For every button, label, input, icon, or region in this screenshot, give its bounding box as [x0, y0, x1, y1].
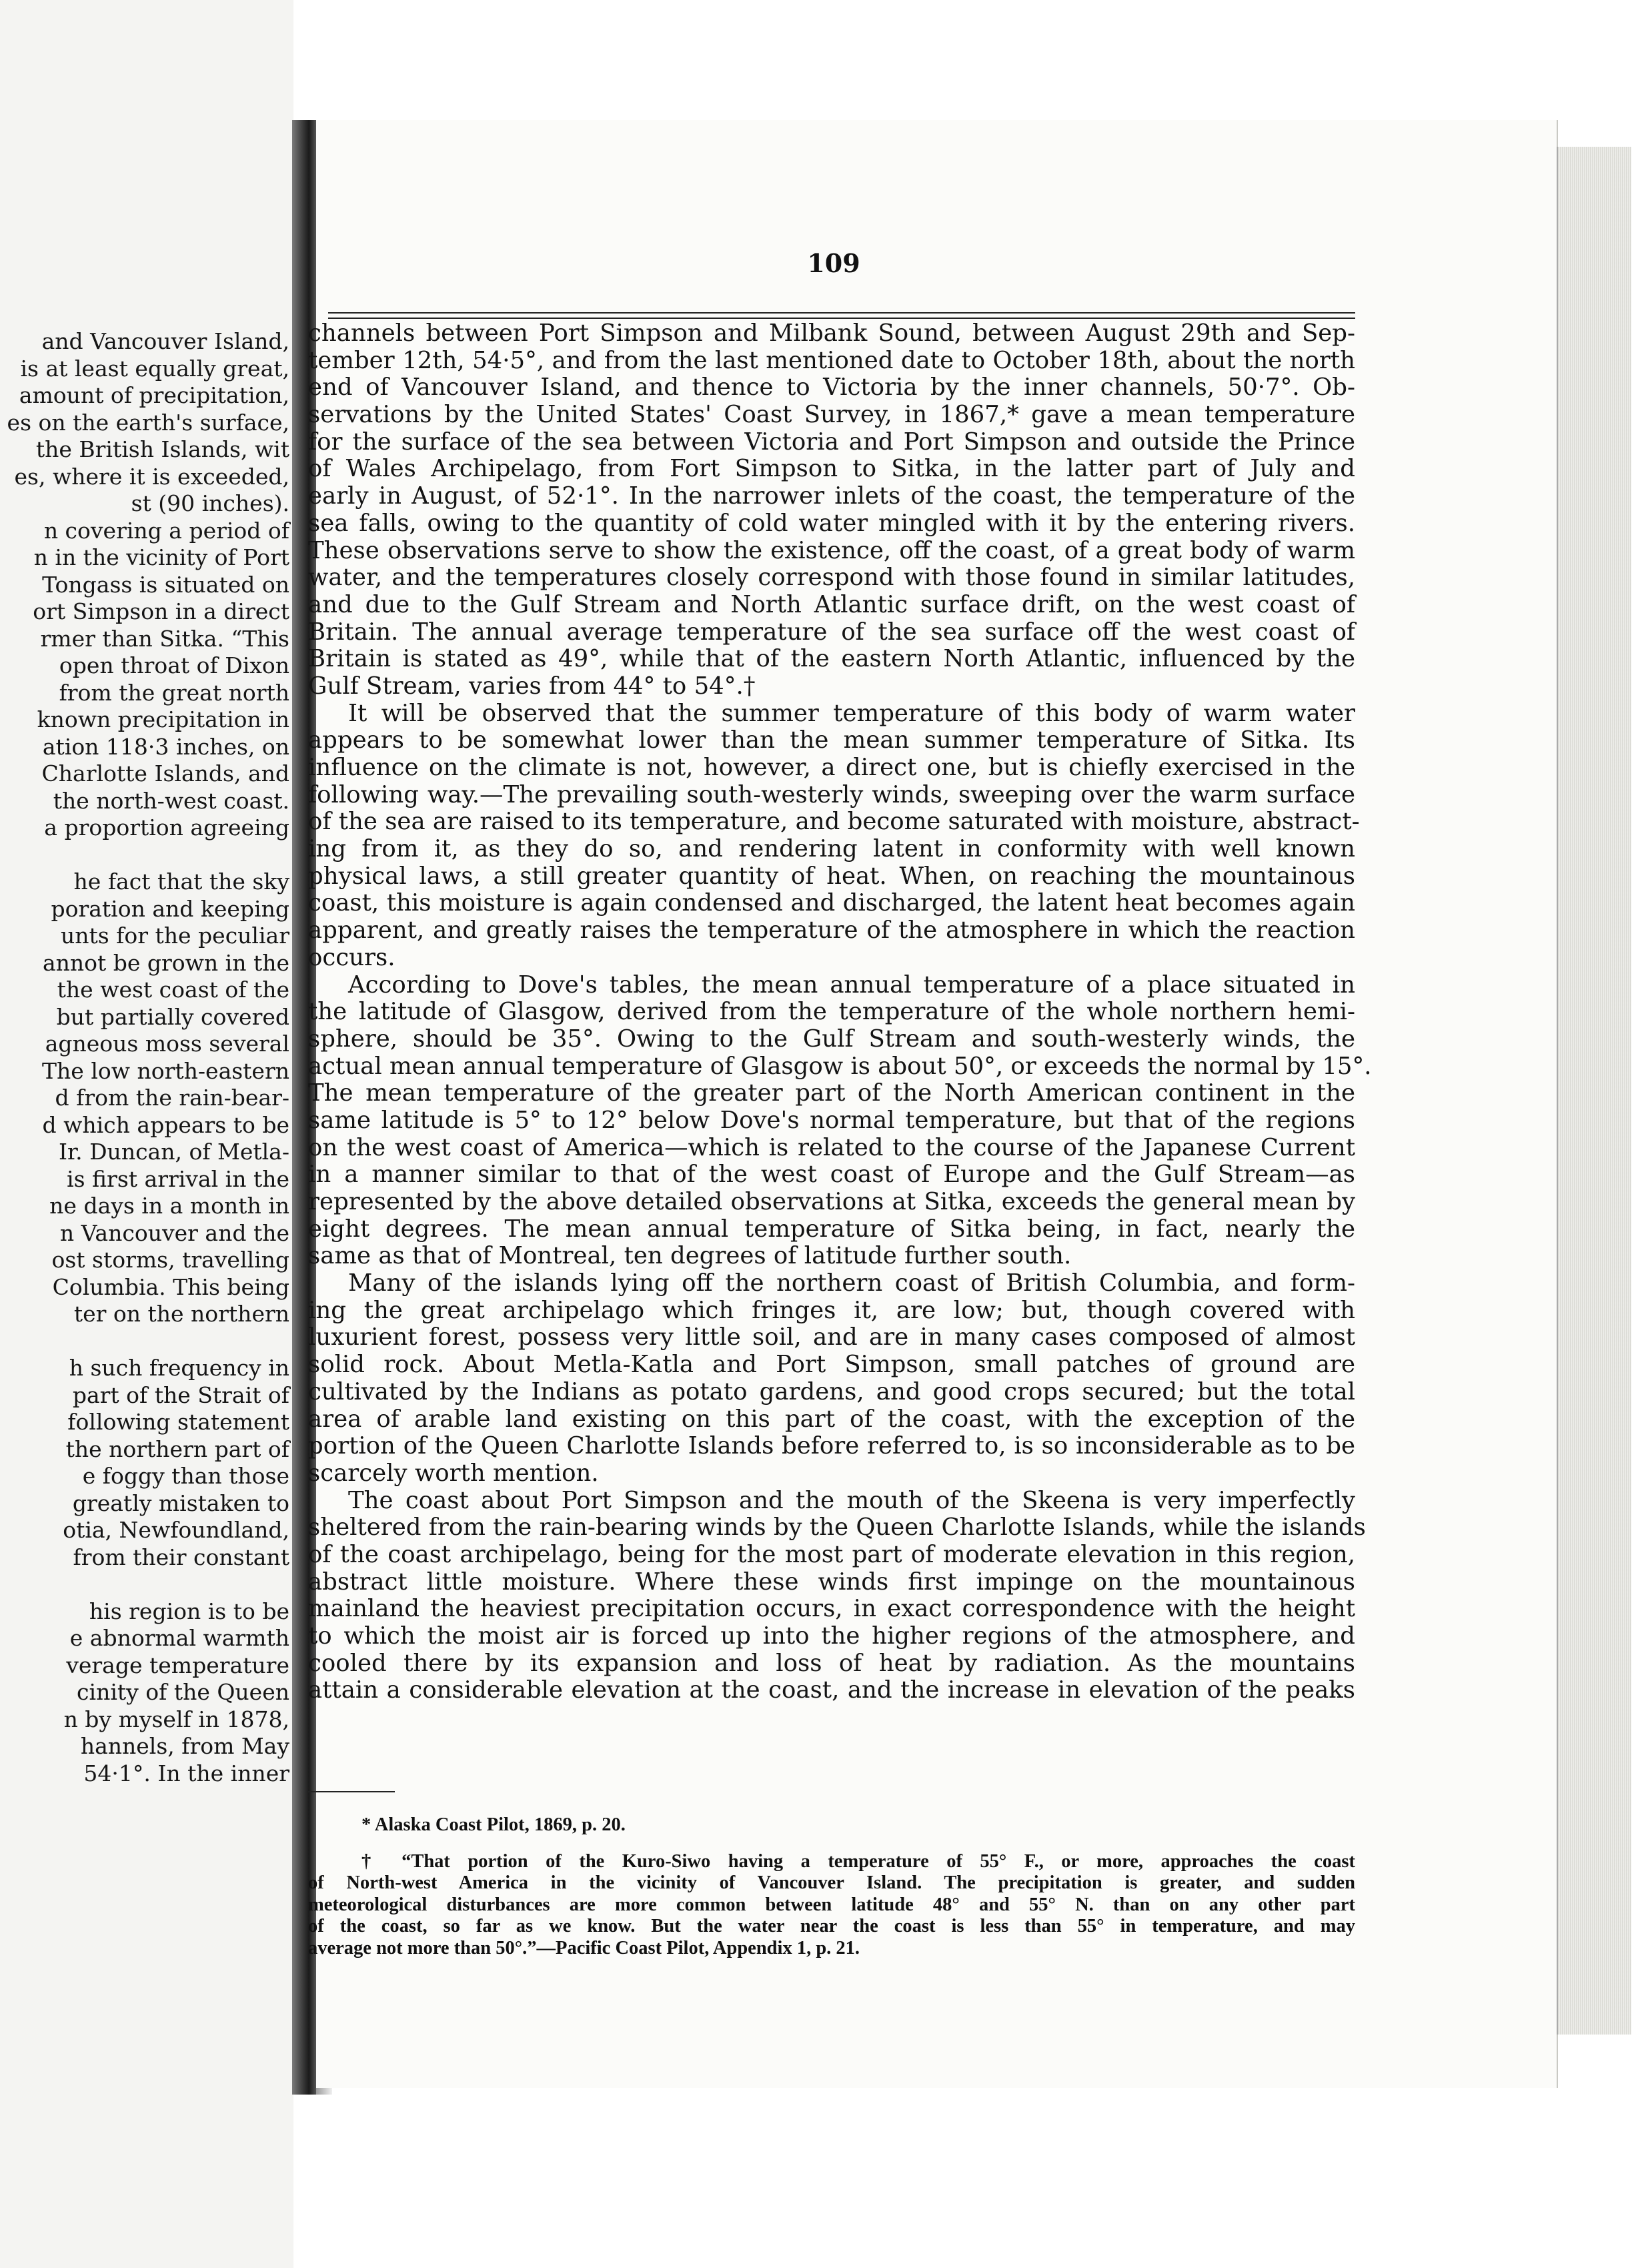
footnote-rule	[308, 1791, 395, 1792]
text-line: attain a considerable elevation at the coast, and the increase in elevation of the peaks	[308, 1676, 1355, 1704]
facing-page-line: part of the Strait of	[72, 1381, 289, 1408]
text-line: servations by the United States' Coast Survey, in 1867,* gave a mean temperature	[308, 401, 1355, 429]
facing-page-line: unts for the peculiar	[60, 923, 289, 949]
text-line: Britain. The annual average temperature of the sea surface off the west coast of	[308, 618, 1355, 646]
facing-page-line: the west coast of the	[57, 977, 289, 1003]
text-line: channels between Port Simpson and Milbank Sound, between August 29th and Sep-	[308, 320, 1355, 347]
text-line: represented by the above detailed observations at Sitka, exceeds the general mean by	[308, 1188, 1355, 1215]
facing-page-line: poration and keeping	[51, 895, 289, 922]
text-line: eight degrees. The mean annual temperature of Sitka being, in fact, nearly the	[308, 1215, 1355, 1243]
text-line: actual mean annual temperature of Glasgow is about 50°, or exceeds the normal by 15°.	[308, 1052, 1372, 1080]
facing-page-line: he fact that the sky	[73, 869, 289, 895]
text-line: tember 12th, 54·5°, and from the last mentioned date to October 18th, about the north	[308, 346, 1355, 374]
text-line: of Wales Archipelago, from Fort Simpson to Sitka, in the latter part of July and	[308, 455, 1355, 483]
footnote-line: of North-west America in the vicinity of Vancouver Island. The precipitation is greater, and sudden	[308, 1872, 1355, 1893]
page-edges	[1557, 147, 1631, 2035]
text-line: portion of the Queen Charlotte Islands before referred to, is so inconsiderable as to be	[308, 1432, 1355, 1460]
facing-page-line: ne days in a month in	[49, 1193, 289, 1219]
text-line: The mean temperature of the greater part of the North American continent in the	[308, 1079, 1355, 1107]
facing-page-text	[0, 328, 289, 1787]
text-line: the latitude of Glasgow, derived from the temperature of the whole northern hemi-	[308, 998, 1355, 1026]
text-line: of the coast archipelago, being for the most part of moderate elevation in this region,	[308, 1540, 1355, 1568]
facing-page-line: but partially covered	[56, 1003, 289, 1030]
text-line: Britain is stated as 49°, while that of the eastern North Atlantic, influenced by the	[308, 645, 1355, 673]
facing-page-line: otia, Newfoundland,	[63, 1517, 289, 1543]
facing-page-line: ort Simpson in a direct	[33, 598, 289, 624]
text-line: for the surface of the sea between Victoria and Port Simpson and outside the Prince	[308, 428, 1355, 456]
text-line: early in August, of 52·1°. In the narrower inlets of the coast, the temperature of the	[308, 482, 1355, 510]
facing-page-line	[0, 842, 289, 869]
text-line: same as that of Montreal, ten degrees of latitude further south.	[308, 1242, 1072, 1270]
facing-page-line: following statement	[67, 1409, 289, 1435]
text-line: sea falls, owing to the quantity of cold water mingled with it by the entering rivers.	[308, 509, 1355, 537]
text-line: Gulf Stream, varies from 44° to 54°.†	[308, 672, 756, 700]
facing-page-line: his region is to be	[89, 1598, 289, 1624]
facing-page-line: rmer than Sitka. “This	[40, 625, 289, 652]
text-line: end of Vancouver Island, and thence to Victoria by the inner channels, 50·7°. Ob-	[308, 374, 1355, 402]
facing-page-line: e foggy than those	[82, 1463, 289, 1489]
footnote-line: * Alaska Coast Pilot, 1869, p. 20.	[361, 1814, 626, 1835]
text-line: ing the great archipelago which fringes it, are low; but, though covered with	[308, 1296, 1355, 1324]
text-line: on the west coast of America—which is related to the course of the Japanese Current	[308, 1133, 1355, 1161]
text-line: area of arable land existing on this part of the coast, with the exception of the	[308, 1405, 1355, 1433]
facing-page-line: n Vancouver and the	[59, 1219, 289, 1246]
facing-page-line: cinity of the Queen	[77, 1679, 289, 1705]
facing-page-line: the north-west coast.	[53, 787, 289, 814]
facing-page-line: st (90 inches).	[131, 490, 289, 516]
text-line: These observations serve to show the existence, off the coast, of a great body of warm	[308, 536, 1355, 564]
text-line: luxurient forest, possess very little soil, and are in many cases composed of almost	[308, 1323, 1355, 1351]
facing-page-line: d which appears to be	[42, 1111, 289, 1138]
facing-page-line: Columbia. This being	[52, 1273, 289, 1300]
facing-page-line: Tongass is situated on	[42, 571, 289, 598]
text-line: The coast about Port Simpson and the mouth of the Skeena is very imperfectly	[348, 1486, 1355, 1514]
facing-page-line: The low north-eastern	[42, 1057, 289, 1084]
footnote-line: of the coast, so far as we know. But the water near the coast is less than 55° in temperature, and may	[308, 1916, 1355, 1936]
footnote-line: average not more than 50°.”—Pacific Coast Pilot, Appendix 1, p. 21.	[308, 1937, 860, 1958]
footnotes	[308, 1814, 1355, 1959]
text-line: following way.—The prevailing south-westerly winds, sweeping over the warm surface	[308, 780, 1355, 808]
text-line: mainland the heaviest precipitation occurs, in exact correspondence with the height	[308, 1595, 1355, 1623]
facing-page-line: n covering a period of	[43, 517, 289, 544]
text-line: ing from it, as they do so, and rendering latent in conformity with well known	[308, 835, 1355, 863]
footnote-line	[308, 1836, 1355, 1851]
text-line: occurs.	[308, 943, 395, 971]
facing-page-line: n in the vicinity of Port	[33, 544, 289, 570]
text-line: solid rock. About Metla-Katla and Port Simpson, small patches of ground are	[308, 1351, 1355, 1379]
facing-page-line: hannels, from May	[80, 1733, 289, 1759]
facing-page-line: is first arrival in the	[67, 1165, 289, 1192]
facing-page-line: ation 118·3 inches, on	[42, 733, 289, 760]
facing-page-line: 54·1°. In the inner	[83, 1760, 289, 1786]
text-line: scarcely worth mention.	[308, 1459, 599, 1487]
text-line: cultivated by the Indians as potato gardens, and good crops secured; but the total	[308, 1377, 1355, 1405]
text-line: and due to the Gulf Stream and North Atlantic surface drift, on the west coast of	[308, 590, 1355, 618]
text-line: same latitude is 5° to 12° below Dove's normal temperature, but that of the regions	[308, 1106, 1355, 1134]
body-text	[308, 320, 1372, 1704]
facing-page-line: and Vancouver Island,	[41, 328, 289, 354]
footnote-line: meteorological disturbances are more common between latitude 48° and 55° N. than on any other part	[308, 1894, 1355, 1915]
text-line: abstract little moisture. Where these winds first impinge on the mountainous	[308, 1568, 1355, 1596]
facing-page-line: the northern part of	[65, 1436, 289, 1462]
text-line: appears to be somewhat lower than the mean summer temperature of Sitka. Its	[308, 726, 1355, 754]
facing-page-line: Charlotte Islands, and	[41, 760, 289, 786]
text-line: apparent, and greatly raises the temperature of the atmosphere in which the reaction	[308, 917, 1355, 945]
facing-page-line	[0, 1328, 289, 1355]
facing-page-line: es on the earth's surface,	[7, 409, 289, 436]
facing-page-line: known precipitation in	[37, 706, 289, 732]
facing-page-line: e abnormal warmth	[69, 1625, 289, 1651]
header-rule	[328, 312, 1355, 319]
facing-page-line: the British Islands, wit	[35, 436, 289, 462]
facing-page-line: a proportion agreeing	[44, 814, 289, 840]
text-line: sheltered from the rain-bearing winds by the Queen Charlotte Islands, while the islands	[308, 1514, 1366, 1542]
text-line: in a manner similar to that of the west coast of Europe and the Gulf Stream—as	[308, 1161, 1355, 1189]
facing-page-line: n by myself in 1878,	[63, 1706, 289, 1732]
facing-page-line: h such frequency in	[69, 1355, 289, 1381]
facing-page-line: Ir. Duncan, of Metla-	[58, 1139, 289, 1165]
facing-page-line: from their constant	[73, 1544, 289, 1570]
facing-page-line: amount of precipitation,	[19, 382, 289, 408]
facing-page-line: verage temperature	[66, 1652, 289, 1678]
facing-page-line: ost storms, travelling	[51, 1247, 289, 1273]
text-line: physical laws, a still greater quantity of heat. When, on reaching the mountainous	[308, 862, 1355, 890]
facing-page-line: agneous moss several	[45, 1031, 289, 1057]
page-number: 109	[807, 248, 860, 278]
facing-page-line: open throat of Dixon	[59, 652, 289, 678]
text-line: to which the moist air is forced up into the higher regions of the atmosphere, and	[308, 1622, 1355, 1650]
facing-page-line	[0, 1571, 289, 1598]
text-line: According to Dove's tables, the mean annual temperature of a place situated in	[348, 971, 1355, 999]
text-line: sphere, should be 35°. Owing to the Gulf Stream and south-westerly winds, the	[308, 1025, 1355, 1053]
text-line: influence on the climate is not, however, a direct one, but is chiefly exercised in the	[308, 754, 1355, 781]
text-line: It will be observed that the summer temperature of this body of warm water	[348, 699, 1355, 727]
facing-page-line: d from the rain-bear-	[55, 1085, 289, 1111]
facing-page-line: annot be grown in the	[42, 949, 289, 976]
text-line: cooled there by its expansion and loss of heat by radiation. As the mountains	[308, 1649, 1355, 1677]
footnote-line: † “That portion of the Kuro-Siwo having a temperature of 55° F., or more, approaches the coast	[361, 1850, 1355, 1872]
facing-page-line: from the great north	[59, 679, 289, 706]
facing-page-line: is at least equally great,	[20, 355, 289, 382]
text-line: of the sea are raised to its temperature, and become saturated with moisture, abstract-	[308, 808, 1360, 836]
facing-page-fragment	[0, 0, 293, 2268]
text-line: water, and the temperatures closely correspond with those found in similar latitudes,	[308, 564, 1355, 592]
text-line: Many of the islands lying off the northern coast of British Columbia, and form-	[348, 1269, 1355, 1297]
facing-page-line: greatly mistaken to	[72, 1490, 289, 1516]
facing-page-line: es, where it is exceeded,	[14, 463, 289, 490]
facing-page-line: ter on the northern	[73, 1301, 289, 1327]
text-line: coast, this moisture is again condensed and discharged, the latent heat becomes again	[308, 889, 1355, 917]
